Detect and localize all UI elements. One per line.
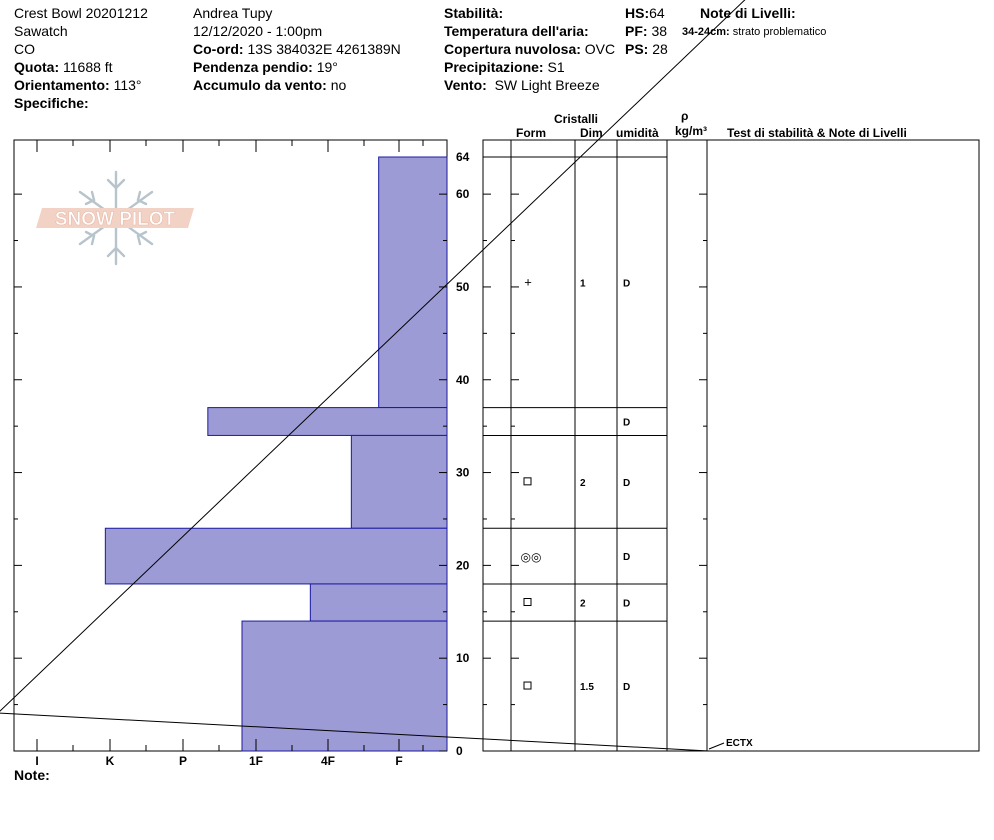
slope-label: Pendenza pendio:: [193, 59, 313, 75]
crystal-form-square-icon: [524, 682, 531, 689]
crystal-size-value: 2: [580, 598, 586, 610]
depth-axis-label: 50: [456, 279, 470, 294]
stability-notes-header: Test di stabilità & Note di Livelli: [727, 126, 907, 140]
test-result-arrow: [709, 743, 724, 749]
coord-value: 13S 384032E 4261389N: [247, 41, 401, 57]
moisture-value: D: [623, 278, 631, 290]
observation-datetime: 12/12/2020 - 1:00pm: [193, 23, 323, 39]
layer-notes-label: Note di Livelli:: [700, 5, 796, 21]
watermark-text: SNOW PILOT: [54, 209, 176, 230]
depth-axis-label: 64: [456, 150, 470, 164]
rho-header: ρ: [681, 109, 689, 123]
layer-note-text: strato problematico: [732, 26, 827, 38]
ps-label: PS:: [625, 41, 649, 57]
sky-value: OVC: [584, 41, 616, 57]
stability-label: Stabilità:: [444, 5, 504, 21]
elevation-label: Quota:: [14, 59, 60, 75]
depth-axis-label: 20: [456, 558, 470, 573]
hardness-bar: [105, 528, 447, 584]
layer-note-range: 34-24cm:: [682, 26, 730, 38]
hs-value: 64: [649, 5, 665, 21]
pf-value: 38: [651, 23, 668, 39]
crystal-form-symbol: +: [524, 274, 532, 290]
air-temp-label: Temperatura dell'aria:: [444, 23, 589, 39]
hardness-axis-label: 4F: [320, 754, 336, 768]
moisture-value: D: [623, 682, 631, 694]
form-header: Form: [516, 126, 546, 140]
hardness-axis-label: K: [105, 754, 115, 768]
depth-axis-label: 60: [456, 187, 470, 202]
slope-value: 19°: [316, 59, 338, 75]
crystal-size-value: 1: [580, 278, 586, 290]
state-name: CO: [14, 41, 35, 57]
moisture-value: D: [623, 477, 631, 489]
crystal-size-value: 1.5: [580, 682, 594, 694]
moisture-header: umidità: [616, 126, 659, 140]
size-header: Dim: [580, 126, 603, 140]
depth-axis-label: 30: [456, 465, 470, 480]
wind-value: SW Light Breeze: [494, 77, 600, 93]
hardness-axis-label: I: [35, 754, 39, 768]
moisture-value: D: [623, 552, 631, 564]
hardness-bar: [351, 435, 447, 528]
pf-label: PF:: [625, 23, 648, 39]
crystal-size-value: 2: [580, 477, 586, 489]
sky-label: Copertura nuvolosa:: [444, 41, 581, 57]
wind-loading-value: no: [330, 77, 347, 93]
hardness-bar: [310, 584, 447, 621]
hardness-bar: [208, 408, 447, 436]
specifics-label: Specifiche:: [14, 95, 89, 111]
depth-axis-label: 10: [456, 651, 470, 666]
observer-name: Andrea Tupy: [193, 5, 273, 21]
density-unit-header: kg/m³: [675, 124, 708, 138]
crystal-form-square-icon: [524, 599, 531, 606]
wind-loading-label: Accumulo da vento:: [193, 77, 327, 93]
depth-axis-label: 0: [456, 744, 463, 758]
aspect-label: Orientamento:: [14, 77, 110, 93]
hardness-axis-label: F: [395, 754, 403, 768]
moisture-value: D: [623, 417, 631, 429]
hardness-axis-label: P: [178, 754, 188, 768]
notes-label: Note:: [14, 767, 50, 783]
hs-label: HS:: [625, 5, 650, 21]
precip-value: S1: [547, 59, 565, 75]
elevation-value: 11688 ft: [63, 59, 113, 75]
crystal-table-frame: [483, 140, 979, 751]
moisture-value: D: [623, 598, 631, 610]
wind-label: Vento:: [444, 77, 487, 93]
ps-value: 28: [652, 41, 668, 57]
range-name: Sawatch: [14, 23, 68, 39]
crystals-header: Cristalli: [554, 112, 599, 126]
coord-label: Co-ord:: [193, 41, 244, 57]
crystal-form-symbol: ◎◎: [520, 550, 542, 565]
site-title: Crest Bowl 20201212: [14, 5, 148, 21]
crystal-form-square-icon: [524, 478, 531, 485]
depth-axis-label: 40: [456, 372, 470, 387]
hardness-bar: [379, 157, 447, 408]
test-result-label: ECTX: [726, 738, 753, 749]
aspect-value: 113°: [113, 77, 142, 93]
precip-label: Precipitazione:: [444, 59, 544, 75]
hardness-axis-label: 1F: [248, 754, 264, 768]
